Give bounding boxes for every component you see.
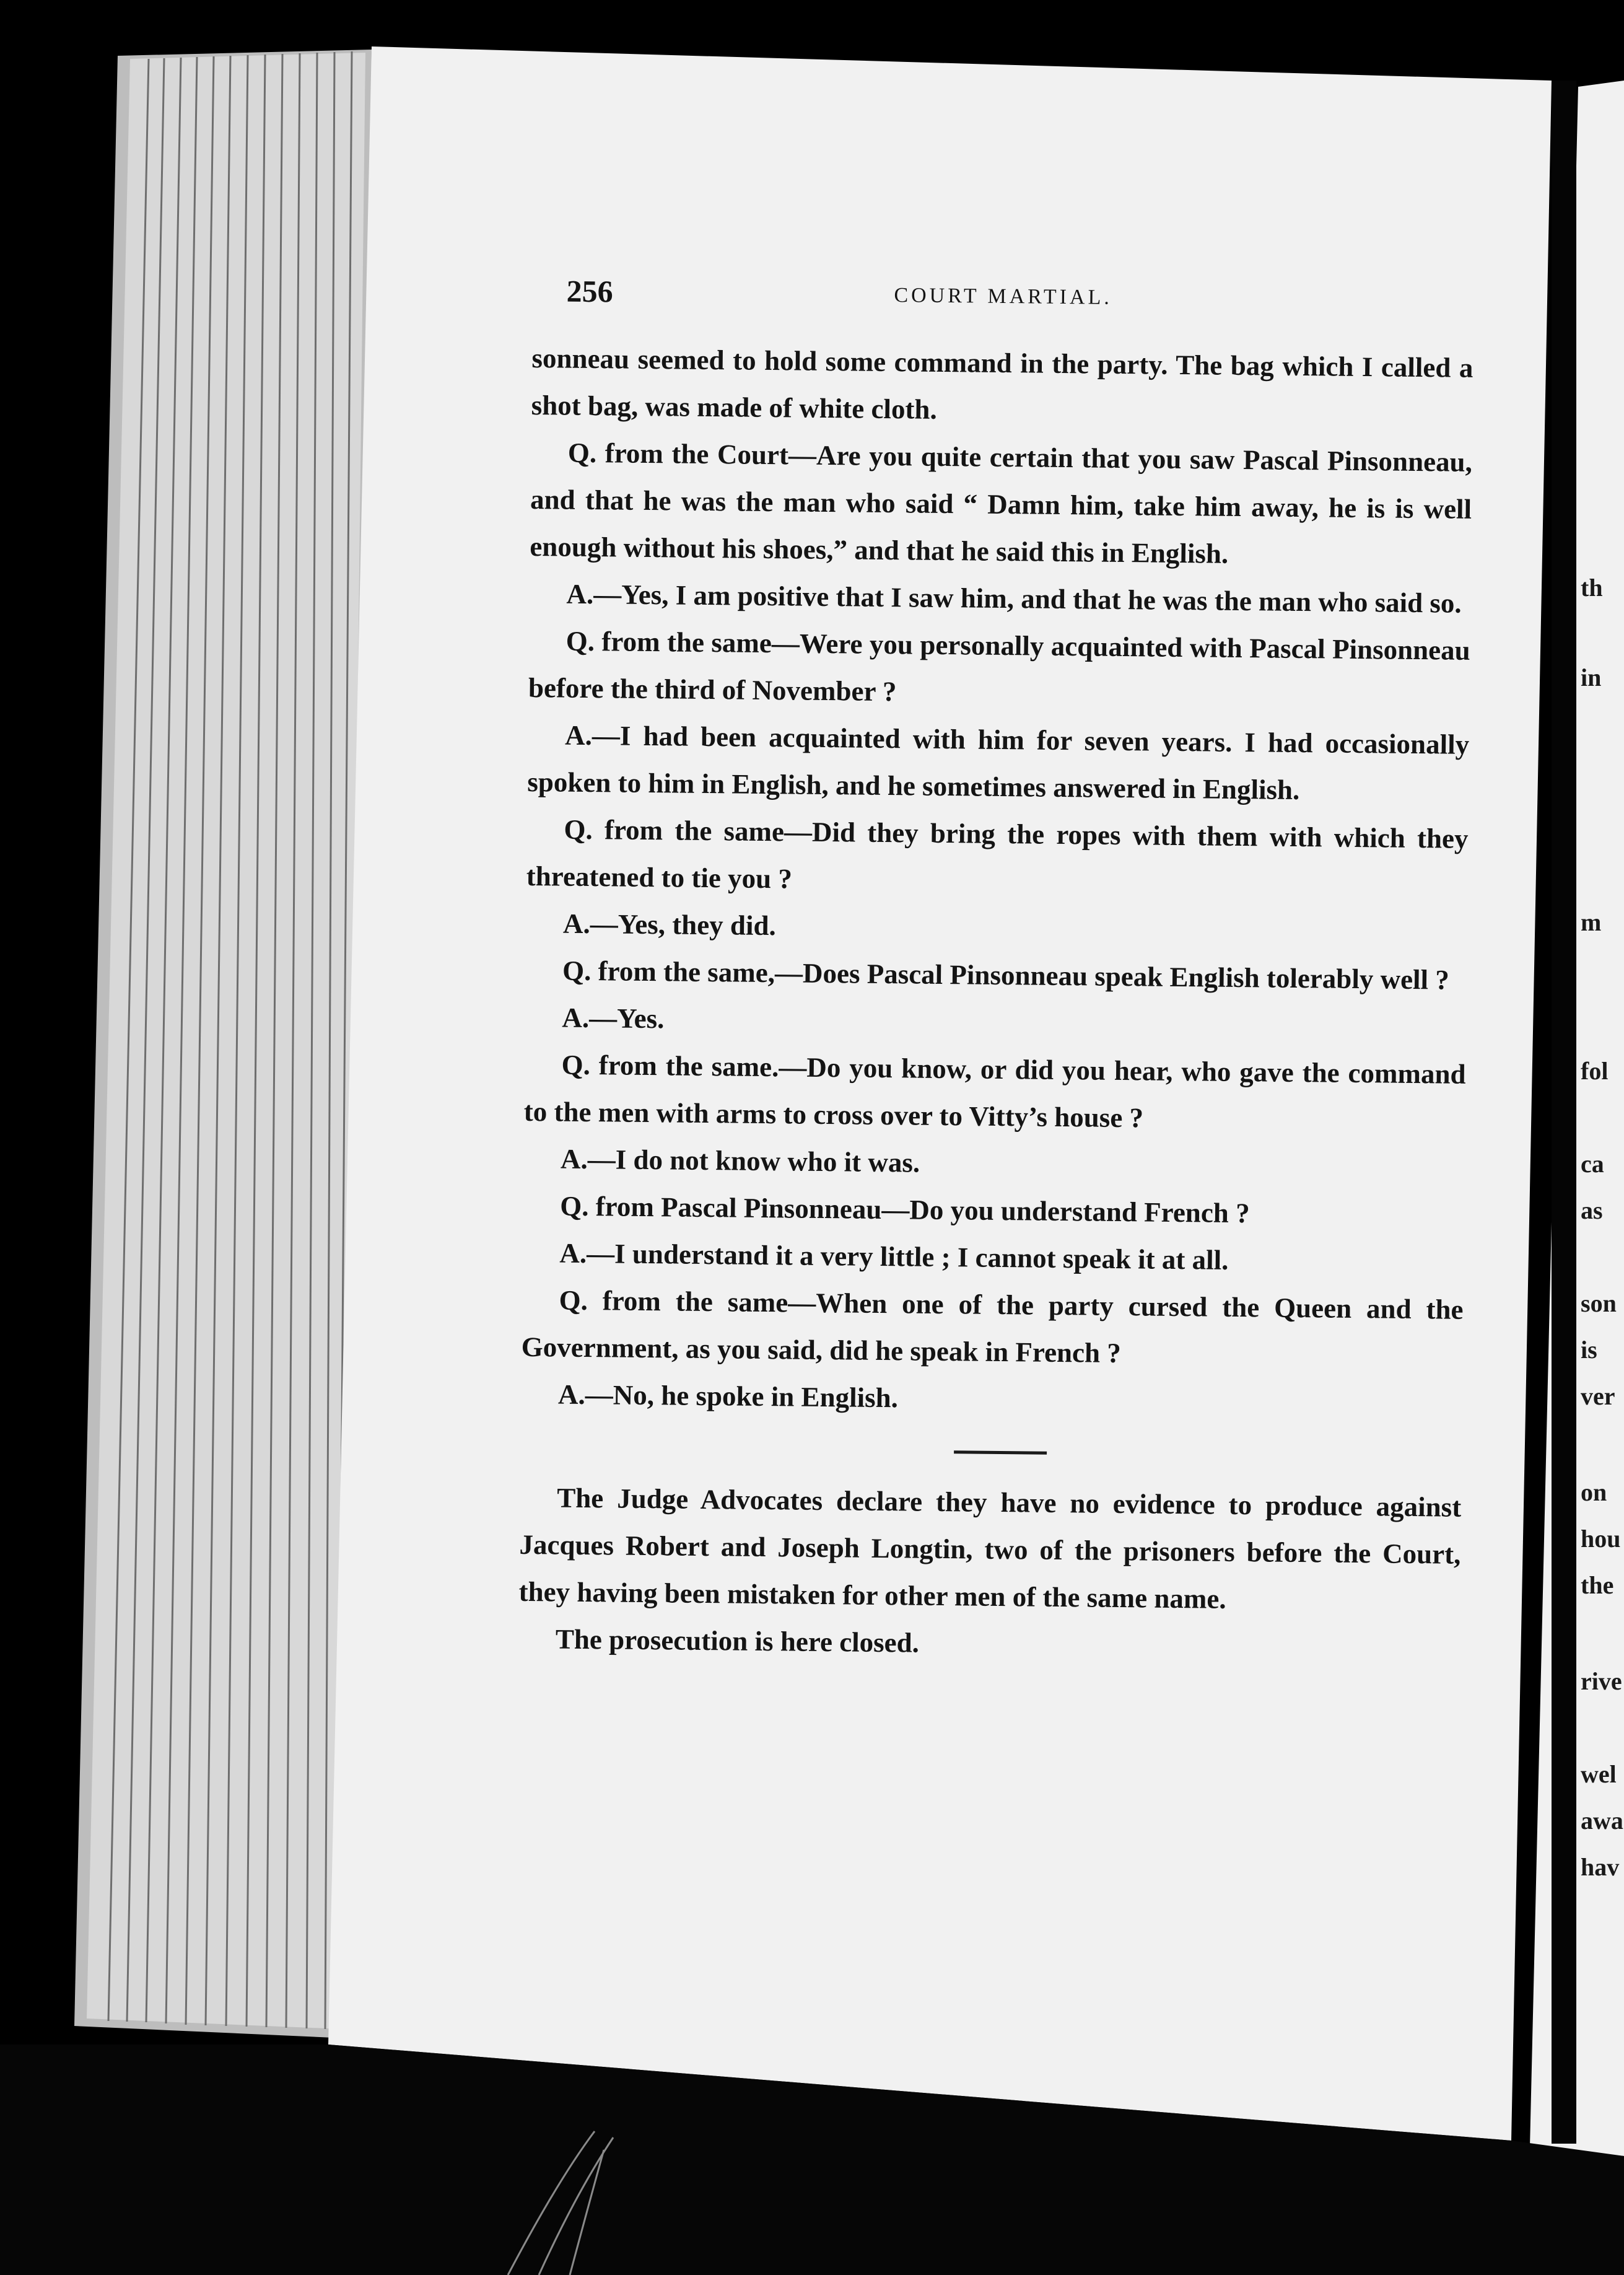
- fragment: hou: [1581, 1525, 1621, 1553]
- fragment: the: [1581, 1571, 1614, 1599]
- paragraph: A.—I had been acquainted with him for seven years. I had occasionally spoken to him in English, and he sometimes answered in English.: [527, 719, 1470, 806]
- paragraph: sonneau seemed to hold some command in the party. The bag which I called a shot bag, was made of white cloth.: [531, 342, 1473, 425]
- closing-paragraph: The prosecution is here closed.: [555, 1623, 920, 1659]
- page-number: 256: [566, 273, 613, 309]
- paragraph: Q. from Pascal Pinsonneau—Do you understand French ?: [559, 1190, 1250, 1229]
- section-divider: [954, 1450, 1047, 1455]
- fragment: awa: [1581, 1807, 1623, 1834]
- paragraph: A.—Yes.: [562, 1002, 665, 1035]
- paragraph: Q. from the same,—Does Pascal Pinsonneau speak English tolerably well ?: [562, 955, 1450, 996]
- fragment: m: [1581, 908, 1602, 936]
- fragment: rive: [1581, 1667, 1622, 1695]
- running-title: COURT MARTIAL.: [894, 284, 1113, 309]
- fragment: as: [1581, 1196, 1603, 1224]
- fragment: ver: [1581, 1382, 1615, 1410]
- closing-paragraph: The Judge Advocates declare they have no evidence to produce against Jacques Robert and Joseph Longtin, two of the prisoners before the Court, they having been mistaken for other men of the same name.: [518, 1482, 1462, 1615]
- fragment: in: [1581, 664, 1602, 691]
- fragment: son: [1581, 1289, 1617, 1317]
- fragment: hav: [1581, 1853, 1620, 1881]
- fragment: ca: [1581, 1150, 1604, 1178]
- fragment: th: [1581, 574, 1603, 602]
- paragraph: Q. from the same.—Do you know, or did you hear, who gave the command to the men with arms to cross over to Vitty’s house ?: [523, 1049, 1466, 1134]
- running-head: [532, 273, 1474, 344]
- paragraph: A.—Yes, they did.: [562, 908, 777, 942]
- page-edges: [74, 50, 372, 2038]
- page-text-block: [518, 273, 1474, 1672]
- fragment: wel: [1581, 1760, 1617, 1788]
- paragraph: Q. from the same—Were you personally acquainted with Pascal Pinsonneau before the third of November ?: [528, 625, 1470, 708]
- paragraph: A.—I understand it a very little ; I cannot speak it at all.: [559, 1237, 1229, 1276]
- paragraph: Q. from the same—Did they bring the ropes with them with which they threatened to tie you ?: [526, 813, 1469, 895]
- paragraph: A.—I do not know who it was.: [560, 1143, 920, 1178]
- paragraph: A.—No, he spoke in English.: [557, 1379, 899, 1414]
- fragment: fol: [1581, 1057, 1609, 1085]
- fragment: on: [1581, 1478, 1607, 1506]
- paragraph: Q. from the Court—Are you quite certain that you saw Pascal Pinsonneau, and that he was the man who said “ Damn him, take him away, he is is well enough without his shoes,” and that he said this in English.: [530, 437, 1473, 569]
- fragment: is: [1581, 1336, 1597, 1364]
- paragraph: A.—Yes, I am positive that I saw him, and that he was the man who said so.: [566, 578, 1462, 619]
- next-page-fragments: [1578, 0, 1624, 2275]
- paragraph: Q. from the same—When one of the party cursed the Queen and the Government, as you said, did he speak in French ?: [521, 1284, 1464, 1369]
